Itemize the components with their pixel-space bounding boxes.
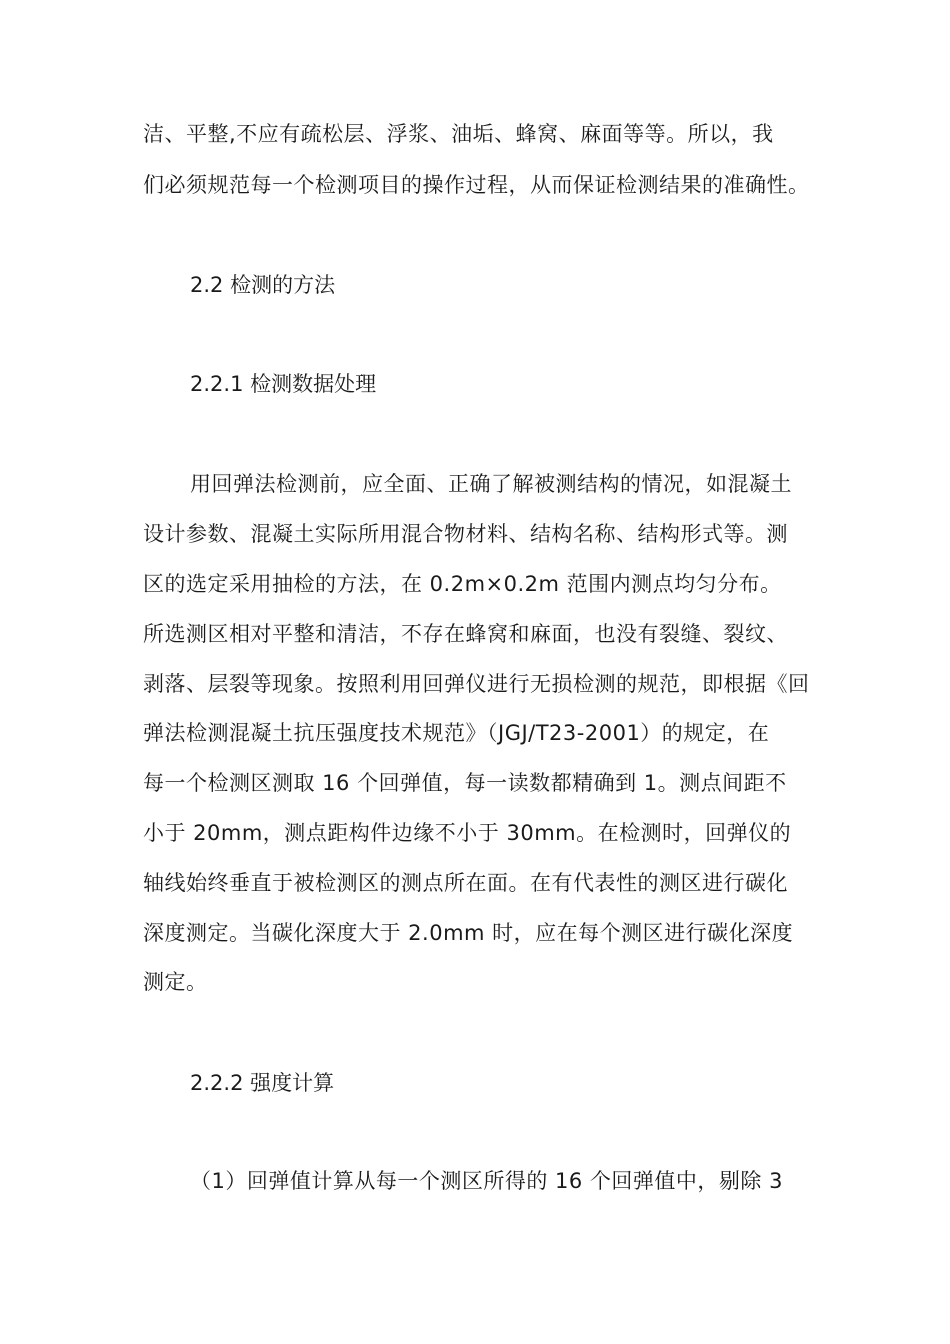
paragraph-line: 洁、平整,不应有疏松层、浮浆、油垢、蜂窝、麻面等等。所以，我 <box>143 122 774 146</box>
paragraph-line: 弹法检测混凝土抗压强度技术规范》（JGJ/T23-2001）的规定，在 <box>143 721 770 745</box>
paragraph-line: 深度测定。当碳化深度大于 2.0mm 时，应在每个测区进行碳化深度 <box>143 921 794 945</box>
paragraph-line: 剥落、层裂等现象。按照利用回弹仪进行无损检测的规范，即根据《回 <box>143 672 810 696</box>
section-heading-2-2-1: 2.2.1 检测数据处理 <box>190 372 377 396</box>
paragraph-line: 设计参数、混凝土实际所用混合物材料、结构名称、结构形式等。测 <box>143 522 788 546</box>
paragraph-line: 每一个检测区测取 16 个回弹值，每一读数都精确到 1。测点间距不 <box>143 771 787 795</box>
paragraph-line: 测定。 <box>143 970 208 994</box>
paragraph-line: （1）回弹值计算从每一个测区所得的 16 个回弹值中，剔除 3 <box>190 1169 783 1193</box>
section-heading-2-2: 2.2 检测的方法 <box>190 273 336 297</box>
paragraph-line: 小于 20mm，测点距构件边缘不小于 30mm。在检测时，回弹仪的 <box>143 821 792 845</box>
paragraph-line: 们必须规范每一个检测项目的操作过程，从而保证检测结果的准确性。 <box>143 173 810 197</box>
paragraph-line: 所选测区相对平整和清洁，不存在蜂窝和麻面，也没有裂缝、裂纹、 <box>143 622 788 646</box>
section-heading-2-2-2: 2.2.2 强度计算 <box>190 1071 335 1095</box>
paragraph-line: 用回弹法检测前，应全面、正确了解被测结构的情况，如混凝土 <box>190 472 792 496</box>
paragraph-line: 轴线始终垂直于被检测区的测点所在面。在有代表性的测区进行碳化 <box>143 871 788 895</box>
paragraph-line: 区的选定采用抽检的方法，在 0.2m×0.2m 范围内测点均匀分布。 <box>143 572 782 596</box>
